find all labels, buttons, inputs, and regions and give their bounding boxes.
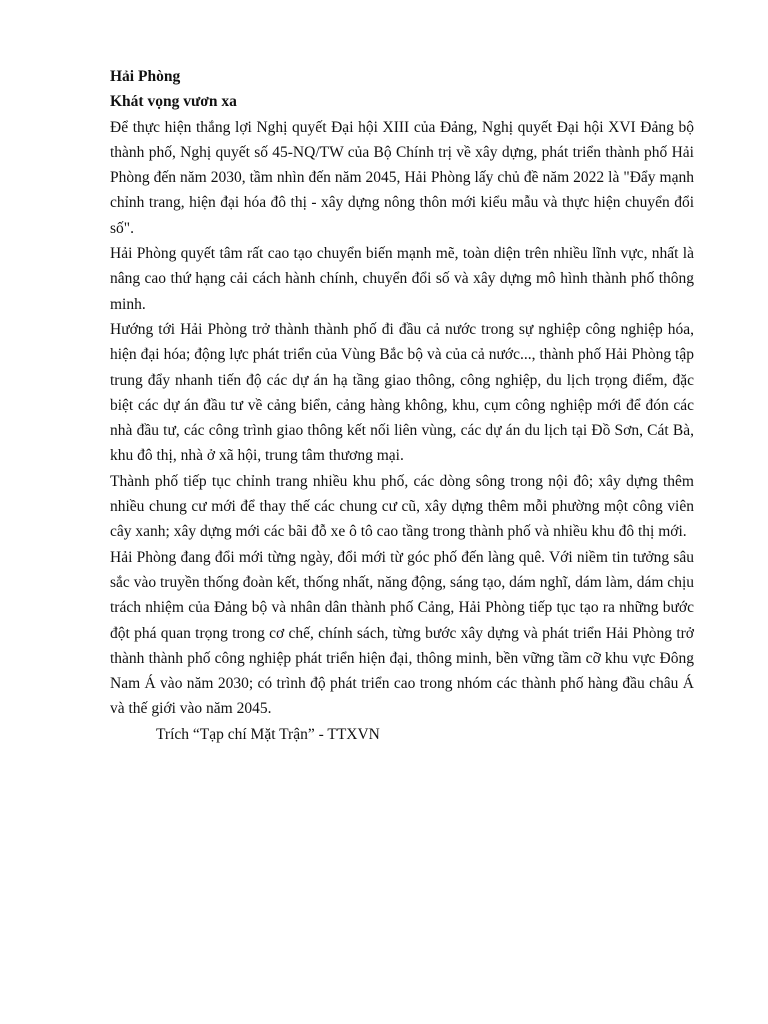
- paragraph-5: Hải Phòng đang đổi mới từng ngày, đổi mới từ góc phố đến làng quê. Với niềm tin tưởng sâu sắc vào truyền thống đoàn kết, thống nhất, năng động, sáng tạo, dám nghĩ, dám làm, dám chịu trách nhiệm của Đảng bộ và nhân dân thành phố Cảng, Hải Phòng tiếp tục tạo ra những bước đột phá quan trọng trong cơ chế, chính sách, từng bước xây dựng và phát triển Hải Phòng trở thành thành phố công nghiệp phát triển hiện đại, thông minh, bền vững tầm cỡ khu vực Đông Nam Á vào năm 2030; có trình độ phát triển cao trong nhóm các thành phố hàng đầu châu Á và thế giới vào năm 2045.: [110, 548, 694, 718]
- document-subtitle: Khát vọng vươn xa: [110, 93, 237, 111]
- paragraph-3: Hướng tới Hải Phòng trở thành thành phố đi đầu cả nước trong sự nghiệp công nghiệp hóa, hiện đại hóa; động lực phát triển của Vùng Bắc bộ và của cả nước..., thành phố Hải Phòng tập trung đẩy nhanh tiến độ các dự án hạ tầng giao thông, công nghiệp, du lịch trọng điểm, đặc biệt các dự án đầu tư về cảng biển, cảng hàng không, khu, cụm công nghiệp mới để đón các nhà đầu tư, các công trình giao thông kết nối liên vùng, các dự án du lịch tại Đồ Sơn, Cát Bà, khu đô thị, nhà ở xã hội, trung tâm thương mại.: [110, 320, 694, 465]
- document-title: Hải Phòng: [110, 68, 181, 85]
- source-citation: Trích “Tạp chí Mặt Trận” - TTXVN: [156, 725, 380, 743]
- paragraph-1: Để thực hiện thắng lợi Nghị quyết Đại hội XIII của Đảng, Nghị quyết Đại hội XVI Đảng bộ thành phố, Nghị quyết số 45-NQ/TW của Bộ Chính trị về xây dựng, phát triển thành phố Hải Phòng đến năm 2030, tầm nhìn đến năm 2045, Hải Phòng lấy chủ đề năm 2022 là "Đẩy mạnh chỉnh trang, hiện đại hóa đô thị - xây dựng nông thôn mới kiểu mẫu và thực hiện chuyển đổi số".: [110, 118, 694, 237]
- paragraph-4: Thành phố tiếp tục chỉnh trang nhiều khu phố, các dòng sông trong nội đô; xây dựng thêm nhiều chung cư mới để thay thế các chung cư cũ, xây dựng thêm mỗi phường một công viên cây xanh; xây dựng mới các bãi đỗ xe ô tô cao tầng trong thành phố và nhiều khu đô thị mới.: [110, 472, 694, 541]
- paragraph-2: Hải Phòng quyết tâm rất cao tạo chuyển biến mạnh mẽ, toàn diện trên nhiều lĩnh vực, nhất là nâng cao thứ hạng cải cách hành chính, chuyển đổi số và xây dựng mô hình thành phố thông minh.: [110, 245, 694, 313]
